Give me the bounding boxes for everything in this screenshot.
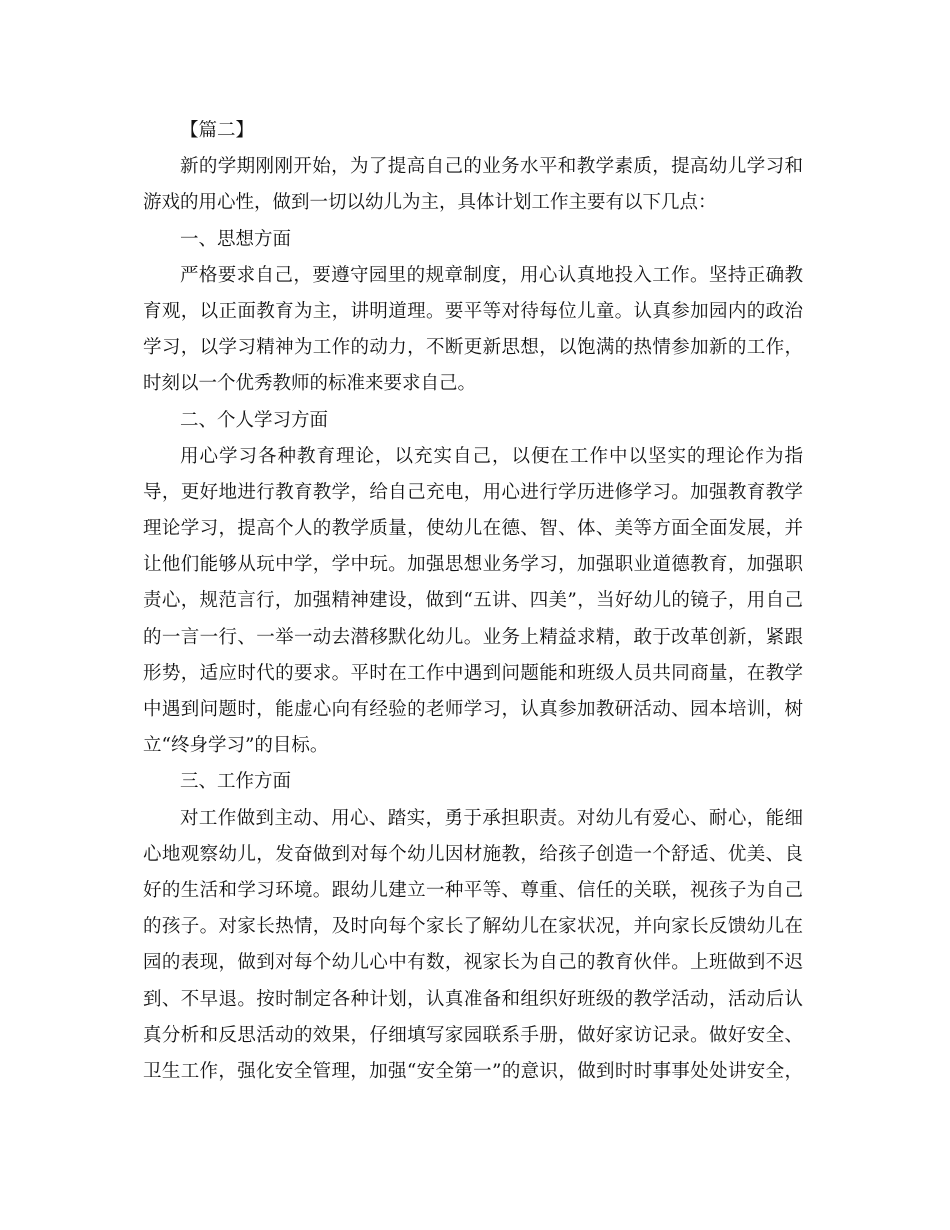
paragraph-line: 的孩子。对家长热情，及时向每个家长了解幼儿在家状况，并向家长反馈幼儿在 xyxy=(143,916,803,938)
paragraph-line: 到、不早退。按时制定各种计划，认真准备和组织好班级的教学活动，活动后认 xyxy=(143,988,803,1010)
section-heading: 三、工作方面 xyxy=(180,771,292,793)
paragraph-line: 责心，规范言行，加强精神建设，做到“五讲、四美”，当好幼儿的镜子，用自己 xyxy=(143,590,803,612)
paragraph-line: 真分析和反思活动的效果，仔细填写家园联系手册，做好家访记录。做好安全、 xyxy=(143,1024,803,1046)
paragraph-line: 育观，以正面教育为主，讲明道理。要平等对待每位儿童。认真参加园内的政治 xyxy=(143,300,803,322)
paragraph-line: 用心学习各种教育理论，以充实自己，以便在工作中以坚实的理论作为指 xyxy=(180,445,803,467)
paragraph-line: 中遇到问题时，能虚心向有经验的老师学习，认真参加教研活动、园本培训，树 xyxy=(143,699,803,720)
paragraph-line: 让他们能够从玩中学，学中玩。加强思想业务学习，加强职业道德教育，加强职 xyxy=(143,554,803,576)
paragraph-line: 新的学期刚刚开始，为了提高自己的业务水平和教学素质，提高幼儿学习和 xyxy=(180,156,803,178)
paragraph-line: 对工作做到主动、用心、踏实，勇于承担职责。对幼儿有爱心、耐心，能细 xyxy=(180,807,803,829)
paragraph-line: 理论学习，提高个人的教学质量，使幼儿在德、智、体、美等方面全面发展，并 xyxy=(143,518,803,540)
paragraph-line: 导，更好地进行教育教学，给自己充电，用心进行学历进修学习。加强教育教学 xyxy=(143,481,803,503)
paragraph-line: 立“终身学习”的目标。 xyxy=(143,735,329,757)
section-title: 【篇二】 xyxy=(180,120,255,141)
section-heading: 一、思想方面 xyxy=(180,228,292,250)
section-heading: 二、个人学习方面 xyxy=(180,409,329,431)
paragraph-line: 园的表现，做到对每个幼儿心中有数，视家长为自己的教育伙伴。上班做到不迟 xyxy=(143,952,803,974)
paragraph-line: 严格要求自己，要遵守园里的规章制度，用心认真地投入工作。坚持正确教 xyxy=(180,264,803,286)
paragraph-line: 时刻以一个优秀教师的标准来要求自己。 xyxy=(143,373,477,395)
document-body xyxy=(143,113,803,1090)
paragraph-line: 卫生工作，强化安全管理，加强“安全第一”的意识，做到时时事事处处讲安全， xyxy=(143,1060,803,1082)
paragraph-line: 形势，适应时代的要求。平时在工作中遇到问题能和班级人员共同商量，在教学 xyxy=(143,662,803,684)
paragraph-line: 学习，以学习精神为工作的动力，不断更新思想，以饱满的热情参加新的工作， xyxy=(143,337,803,359)
paragraph-line: 游戏的用心性，做到一切以幼儿为主，具体计划工作主要有以下几点： xyxy=(143,192,717,214)
paragraph-line: 好的生活和学习环境。跟幼儿建立一种平等、尊重、信任的关联，视孩子为自己 xyxy=(143,879,803,901)
paragraph-line: 的一言一行、一举一动去潜移默化幼儿。业务上精益求精，敢于改革创新，紧跟 xyxy=(143,626,803,648)
paragraph-line: 心地观察幼儿，发奋做到对每个幼儿因材施教，给孩子创造一个舒适、优美、良 xyxy=(143,843,803,865)
